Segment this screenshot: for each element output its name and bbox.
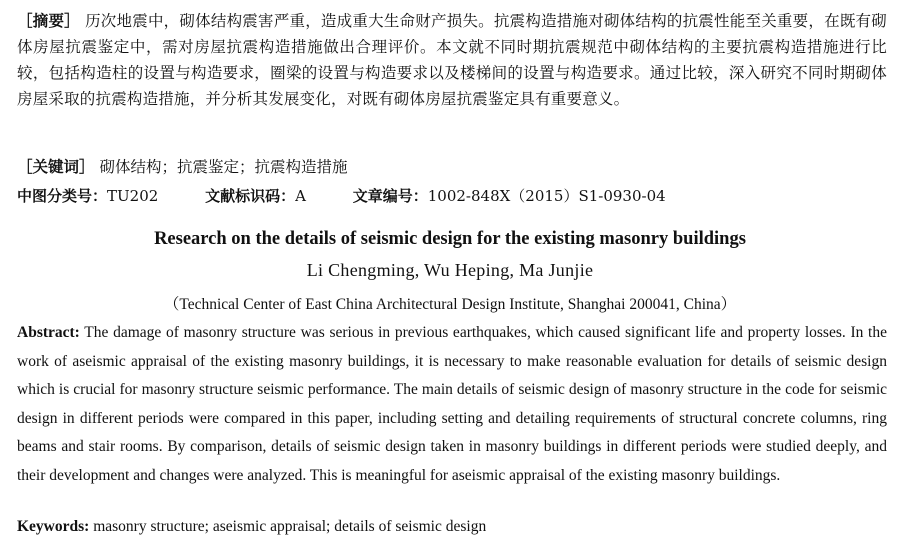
english-title: Research on the details of seismic design for the existing masonry buildings	[154, 229, 746, 249]
document-code	[205, 183, 306, 209]
english-abstract	[17, 319, 887, 490]
classification-number	[17, 183, 158, 209]
classification-label: 中图分类号：	[17, 187, 108, 205]
article-number-label: 文章编号：	[352, 187, 428, 205]
document-code-value: A	[295, 187, 306, 205]
english-keywords-text: masonry structure; aseismic appraisal; details of seismic design	[89, 518, 487, 535]
chinese-abstract	[17, 8, 887, 112]
chinese-abstract-text: 历次地震中，砌体结构震害严重，造成重大生命财产损失。抗震构造措施对砌体结构的抗震性能至关重要，在既有砌体房屋抗震鉴定中，需对房屋抗震构造措施做出合理评价。本文就不同时期抗震规范中砌体结构的主要抗震构造措施进行比较，包括构造柱的设置与构造要求，圈梁的设置与构造要求以及楼梯间的设置与构造要求。通过比较，深入研究不同时期砌体房屋采取的抗震构造措施，并分析其发展变化，对既有砌体房屋抗震鉴定具有重要意义。	[17, 12, 887, 108]
chinese-keywords-text: 砌体结构；抗震鉴定；抗震构造措施	[99, 158, 348, 176]
classification-line	[17, 183, 887, 209]
english-abstract-label: Abstract:	[17, 324, 80, 341]
english-keywords	[17, 518, 887, 536]
english-keywords-label: Keywords:	[17, 518, 90, 535]
article-number	[353, 183, 666, 209]
chinese-keywords-label: ［关键词］	[17, 158, 95, 176]
english-abstract-text: The damage of masonry structure was serious in previous earthquakes, which caused significant life and property losses. In the work of aseismic appraisal of the existing masonry buildings, it is necessary to make reasonable evaluation for details of seismic design which is crucial for masonry structure seismic performance. The main details of seismic design of masonry structure in the code for seismic design in different periods were compared in this paper, including setting and detailing requirements of structural concrete columns, ring beams and stair rooms. By comparison, details of seismic design taken in masonry buildings in different periods were studied deeply, and their development and changes were analyzed. This is meaningful for aseismic appraisal of the existing masonry buildings.	[17, 324, 887, 484]
english-authors: Li Chengming, Wu Heping, Ma Junjie	[306, 260, 594, 280]
document-code-label: 文献标识码：	[205, 187, 296, 205]
english-affiliation: （Technical Center of East China Architectural Design Institute, Shanghai 200041, China）	[163, 296, 737, 313]
classification-value: TU202	[107, 187, 159, 205]
chinese-keywords	[17, 154, 887, 180]
chinese-abstract-label: ［摘要］	[17, 12, 80, 30]
article-number-value: 1002-848X（2015）S1-0930-04	[427, 187, 666, 205]
